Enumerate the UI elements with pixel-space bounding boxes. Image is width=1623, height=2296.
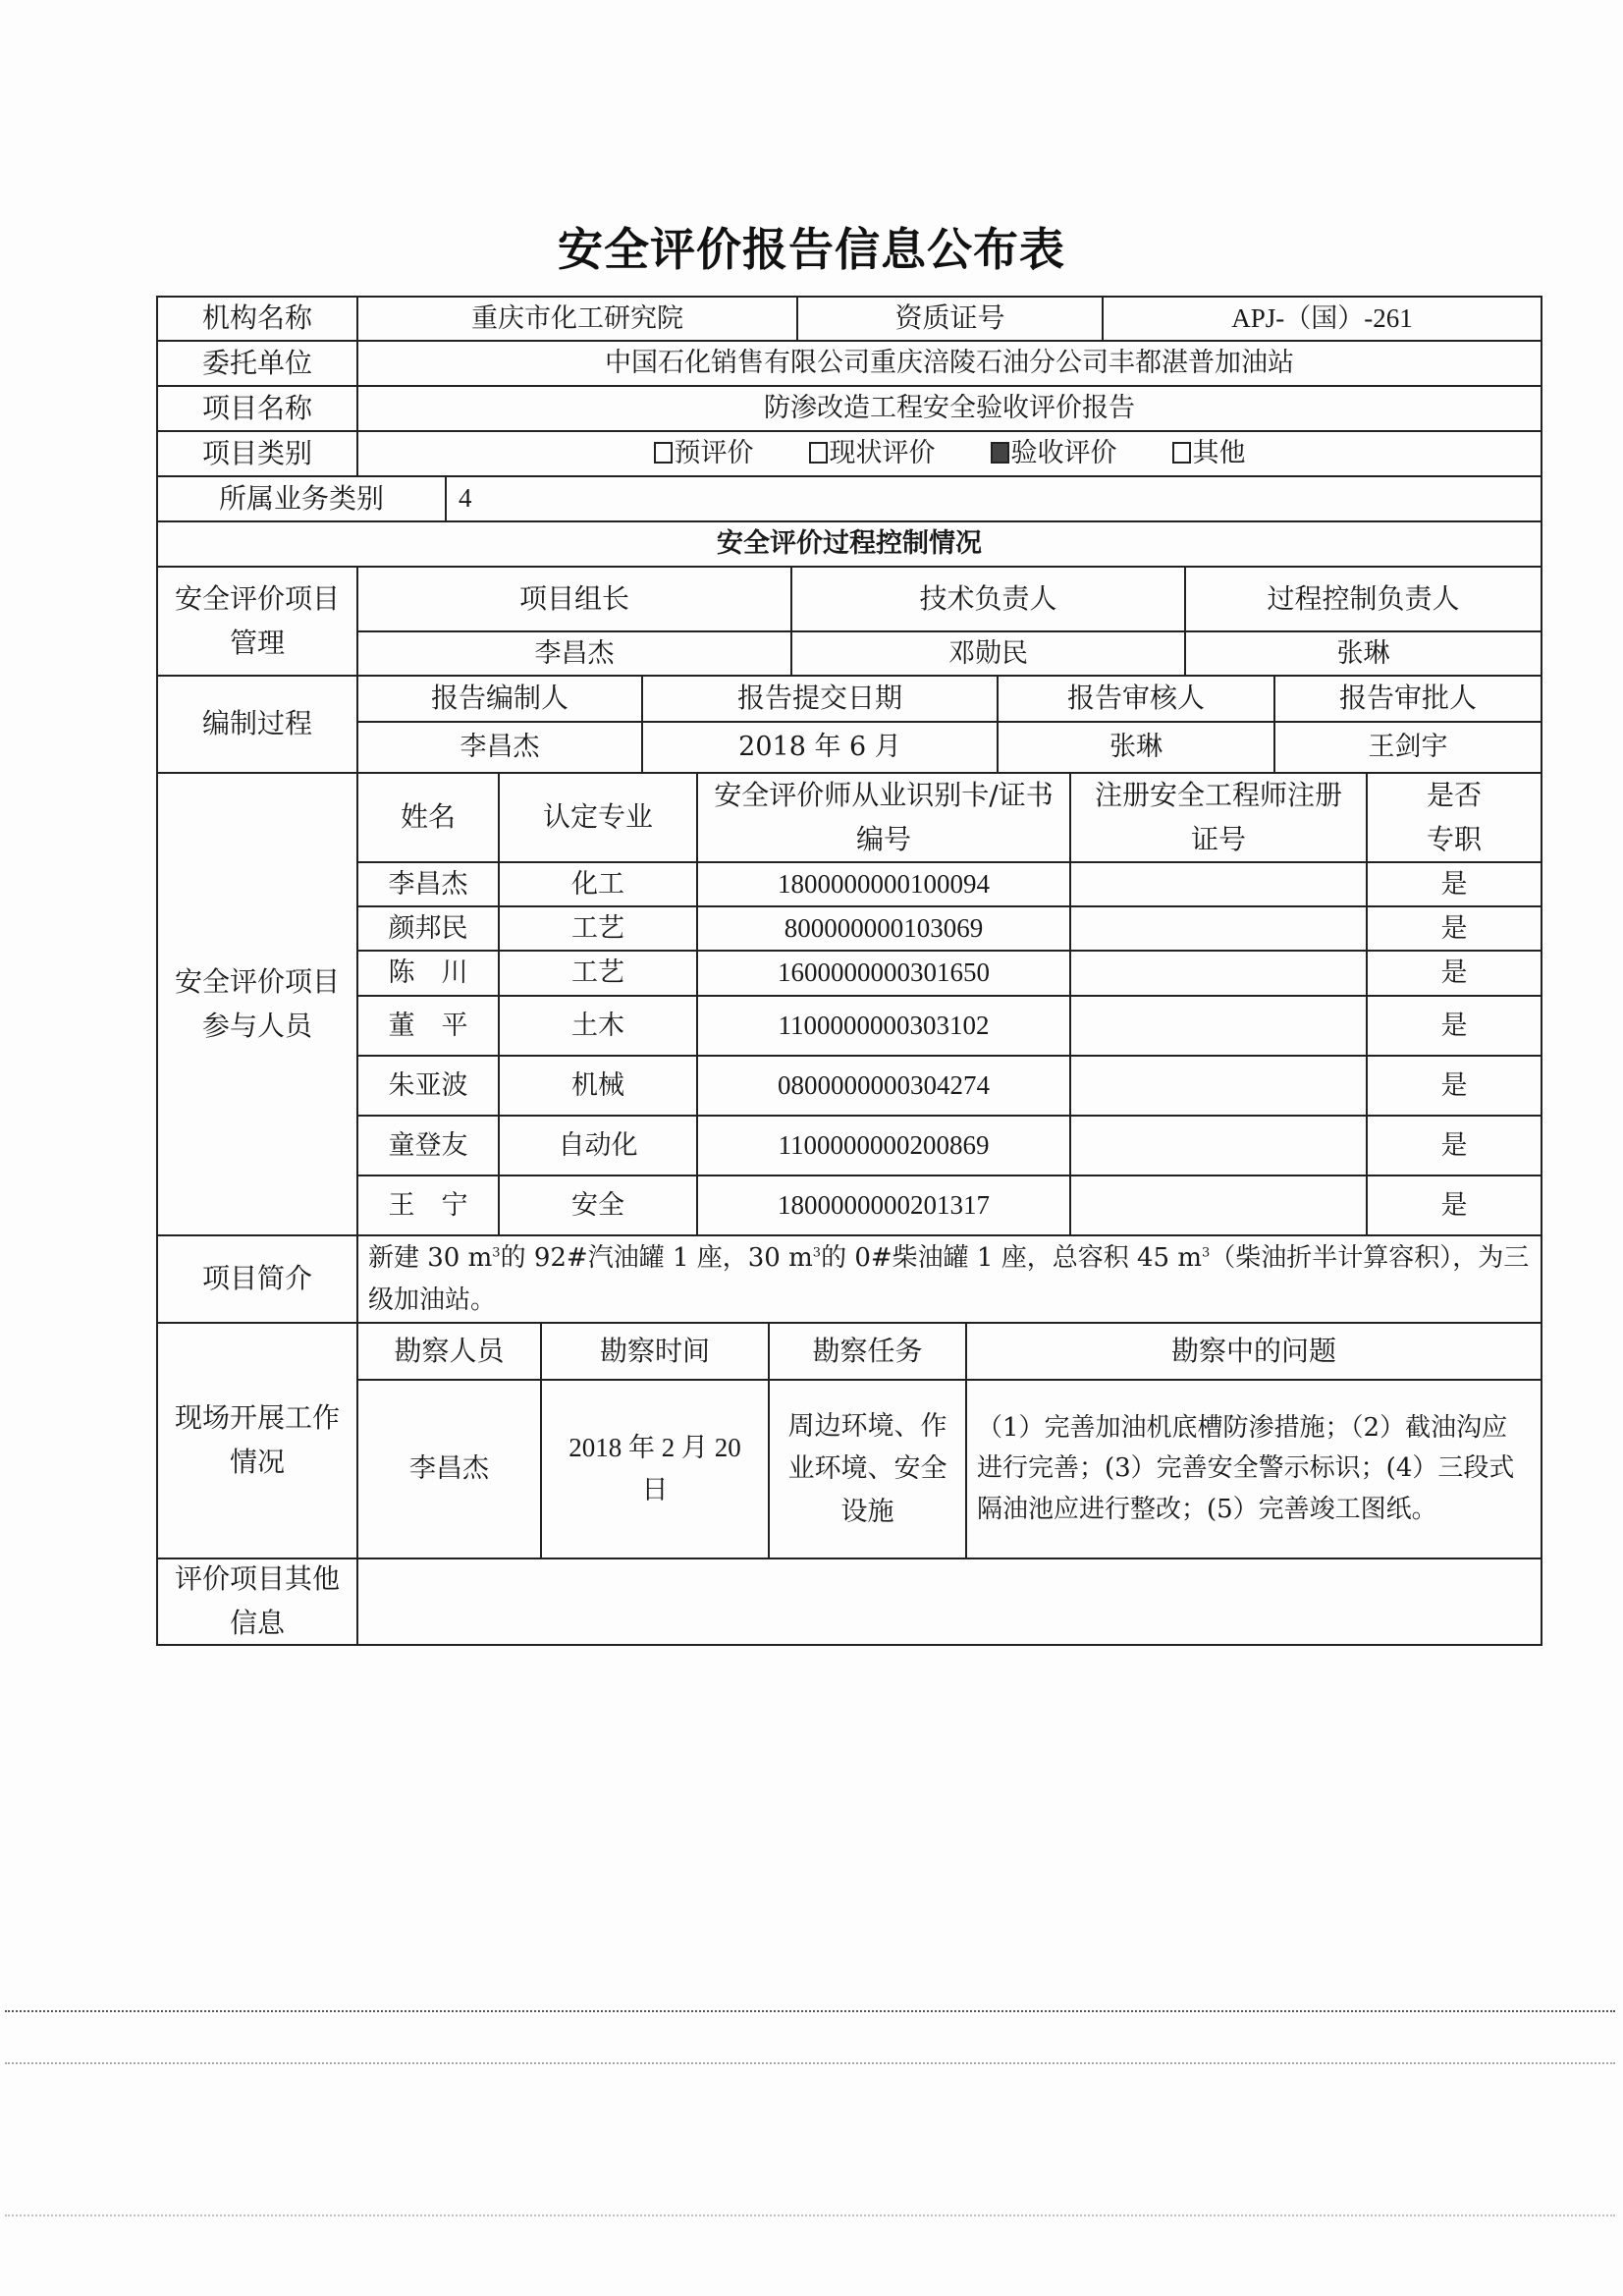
person-cert-no: 1600000000301650 xyxy=(696,950,1071,997)
person-major: 化工 xyxy=(498,861,698,907)
person-major: 机械 xyxy=(498,1055,698,1117)
site-work-label: 现场开展工作情况 xyxy=(156,1322,358,1559)
person-name: 董 平 xyxy=(356,995,500,1057)
cert-no-header: 安全评价师从业识别卡/证书编号 xyxy=(696,772,1071,863)
survey-issues-header: 勘察中的问题 xyxy=(965,1322,1542,1381)
survey-time-value: 2018 年 2 月 20 日 xyxy=(540,1379,770,1559)
personnel-label: 安全评价项目参与人员 xyxy=(156,772,358,1236)
summary-text xyxy=(356,1234,1542,1324)
client-label: 委托单位 xyxy=(156,340,358,387)
person-cert-no: 800000000103069 xyxy=(696,905,1071,952)
cert-label: 资质证号 xyxy=(796,296,1104,342)
dotted-divider xyxy=(5,2062,1615,2064)
business-category-value: 4 xyxy=(445,475,1542,522)
person-cert-no: 0800000000304274 xyxy=(696,1055,1071,1117)
person-name: 朱亚波 xyxy=(356,1055,500,1117)
person-reg-no xyxy=(1069,950,1368,997)
client-value: 中国石化销售有限公司重庆涪陵石油分公司丰都湛普加油站 xyxy=(356,340,1542,387)
tech-lead-header: 技术负责人 xyxy=(790,566,1186,632)
person-fulltime: 是 xyxy=(1366,1055,1542,1117)
project-type-label: 项目类别 xyxy=(156,430,358,477)
person-reg-no xyxy=(1069,995,1368,1057)
compiler-header: 报告编制人 xyxy=(356,675,643,723)
project-name-label: 项目名称 xyxy=(156,385,358,432)
survey-issues-value: （1）完善加油机底槽防渗措施；（2）截油沟应进行完善；(3）完善安全警示标识；(4）三段式隔油池应进行整改；(5）完善竣工图纸。 xyxy=(965,1379,1542,1559)
person-major: 自动化 xyxy=(498,1115,698,1176)
person-major: 安全 xyxy=(498,1175,698,1236)
survey-personnel-value: 李昌杰 xyxy=(356,1379,542,1559)
summary-label: 项目简介 xyxy=(156,1234,358,1324)
document-title: 安全评价报告信息公布表 xyxy=(558,223,1065,276)
process-control-value: 张琳 xyxy=(1184,630,1542,677)
tech-lead-value: 邓勋民 xyxy=(790,630,1186,677)
person-fulltime: 是 xyxy=(1366,1175,1542,1236)
checkbox-empty-icon[interactable] xyxy=(809,442,828,464)
project-name-value: 防渗改造工程安全验收评价报告 xyxy=(356,385,1542,432)
option-other[interactable]: 其他 xyxy=(1172,432,1246,474)
management-label: 安全评价项目管理 xyxy=(156,566,358,677)
person-name: 陈 川 xyxy=(356,950,500,997)
name-header: 姓名 xyxy=(356,772,500,863)
person-reg-no xyxy=(1069,905,1368,952)
survey-task-header: 勘察任务 xyxy=(768,1322,967,1381)
person-name: 李昌杰 xyxy=(356,861,500,907)
reviewer-header: 报告审核人 xyxy=(997,675,1275,723)
person-cert-no: 1800000000201317 xyxy=(696,1175,1071,1236)
org-name-value: 重庆市化工研究院 xyxy=(356,296,798,342)
other-info-label: 评价项目其他信息 xyxy=(156,1558,358,1646)
checkbox-checked-icon[interactable] xyxy=(991,442,1009,464)
person-fulltime: 是 xyxy=(1366,905,1542,952)
person-name: 颜邦民 xyxy=(356,905,500,952)
checkbox-empty-icon[interactable] xyxy=(1172,442,1191,464)
approver-header: 报告审批人 xyxy=(1273,675,1542,723)
major-header: 认定专业 xyxy=(498,772,698,863)
submit-date-header: 报告提交日期 xyxy=(641,675,999,723)
team-leader-header: 项目组长 xyxy=(356,566,792,632)
project-type-options xyxy=(356,430,1542,477)
compilation-label: 编制过程 xyxy=(156,675,358,774)
dotted-divider xyxy=(5,2010,1615,2012)
person-fulltime: 是 xyxy=(1366,1115,1542,1176)
survey-task-value: 周边环境、作业环境、安全设施 xyxy=(768,1379,967,1559)
person-cert-no: 1100000000303102 xyxy=(696,995,1071,1057)
approver-value: 王剑宇 xyxy=(1273,721,1542,774)
person-major: 土木 xyxy=(498,995,698,1057)
summary-paragraph: 新建 30 $m^3$的 92#汽油罐 1 座，30 $m^3$的 0#柴油罐 1 座，总容积 45 $m^3$（柴油折半计算容积），为三级加油站。 xyxy=(368,1242,1530,1315)
option-pre-evaluation[interactable]: 预评价 xyxy=(654,432,754,474)
person-major: 工艺 xyxy=(498,950,698,997)
person-cert-no: 1100000000200869 xyxy=(696,1115,1071,1176)
option-acceptance-evaluation[interactable]: 验收评价 xyxy=(991,432,1117,474)
survey-personnel-header: 勘察人员 xyxy=(356,1322,542,1381)
person-reg-no xyxy=(1069,1115,1368,1176)
option-status-evaluation[interactable]: 现状评价 xyxy=(809,432,936,474)
reviewer-value: 张琳 xyxy=(997,721,1275,774)
reg-no-header: 注册安全工程师注册证号 xyxy=(1069,772,1368,863)
person-reg-no xyxy=(1069,1175,1368,1236)
person-fulltime: 是 xyxy=(1366,861,1542,907)
person-reg-no xyxy=(1069,1055,1368,1117)
person-name: 童登友 xyxy=(356,1115,500,1176)
fulltime-header: 是否专职 xyxy=(1366,772,1542,863)
org-name-label: 机构名称 xyxy=(156,296,358,342)
person-name: 王 宁 xyxy=(356,1175,500,1236)
team-leader-value: 李昌杰 xyxy=(356,630,792,677)
business-category-label: 所属业务类别 xyxy=(156,475,447,522)
dotted-divider xyxy=(5,2214,1615,2216)
person-reg-no xyxy=(1069,861,1368,907)
compiler-value: 李昌杰 xyxy=(356,721,643,774)
submit-date-value: 2018 年 6 月 xyxy=(641,721,999,774)
person-fulltime: 是 xyxy=(1366,950,1542,997)
person-major: 工艺 xyxy=(498,905,698,952)
checkbox-empty-icon[interactable] xyxy=(654,442,673,464)
cert-value: APJ-（国）-261 xyxy=(1102,296,1542,342)
person-cert-no: 1800000000100094 xyxy=(696,861,1071,907)
process-control-header: 过程控制负责人 xyxy=(1184,566,1542,632)
process-section-title: 安全评价过程控制情况 xyxy=(156,520,1542,568)
person-fulltime: 是 xyxy=(1366,995,1542,1057)
other-info-value xyxy=(356,1558,1542,1646)
survey-time-header: 勘察时间 xyxy=(540,1322,770,1381)
